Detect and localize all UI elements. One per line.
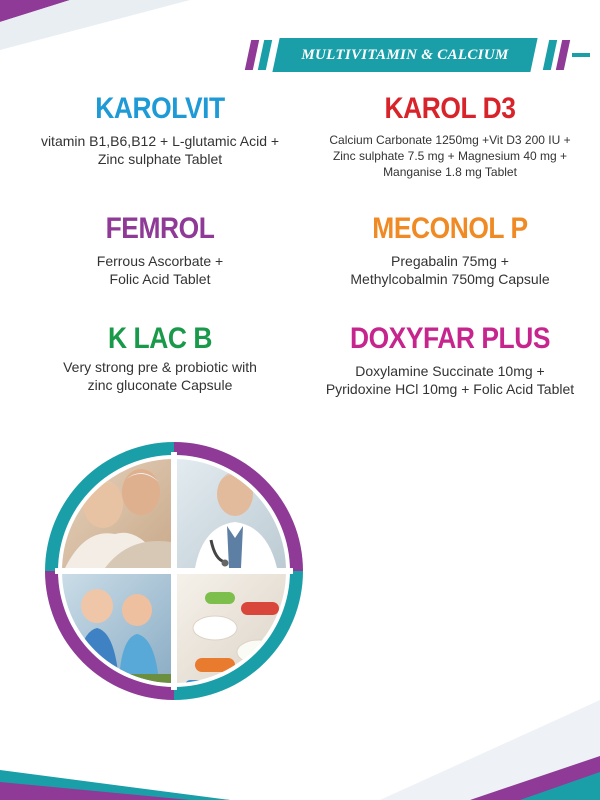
banner-stripe	[258, 40, 272, 70]
product-name: MECONOL P	[372, 212, 528, 245]
description-line: Calcium Carbonate 1250mg +Vit D3 200 IU +	[329, 133, 571, 147]
description-line: Doxylamine Succinate 10mg +	[355, 363, 545, 379]
section-banner	[248, 38, 588, 72]
banner-title: MULTIVITAMIN & CALCIUM	[301, 47, 509, 63]
product-name: KAROL D3	[384, 92, 516, 125]
product-karolvit	[20, 92, 300, 168]
bottom-decoration	[0, 660, 600, 800]
description-line: Pyridoxine HCl 10mg + Folic Acid Tablet	[325, 381, 575, 397]
description-line: Folic Acid Tablet	[109, 271, 211, 287]
description-line: Zinc sulphate Tablet	[97, 151, 223, 167]
product-karol-d3	[300, 92, 600, 180]
banner-stripe	[556, 40, 570, 70]
product-name: K LAC B	[108, 322, 212, 355]
description-line: Pregabalin 75mg +	[391, 253, 509, 269]
product-femrol	[20, 212, 300, 288]
description-line: Zinc sulphate 7.5 mg + Magnesium 40 mg +	[332, 149, 568, 163]
banner-line	[572, 53, 590, 57]
description-line: Manganise 1.8 mg Tablet	[383, 165, 517, 179]
description-line: Very strong pre & probiotic with	[63, 359, 257, 375]
product-description	[300, 132, 600, 180]
product-name: KAROLVIT	[95, 92, 225, 125]
banner-stripe	[543, 40, 557, 70]
product-k-lac-b	[10, 322, 310, 394]
product-name: FEMROL	[105, 212, 215, 245]
product-description	[10, 358, 310, 394]
product-description	[300, 252, 600, 288]
product-doxyfar-plus	[305, 322, 595, 398]
product-meconol-p	[300, 212, 600, 288]
description-line: vitamin B1,B6,B12 + L-glutamic Acid +	[40, 133, 280, 149]
product-description	[305, 362, 595, 398]
product-description	[20, 132, 300, 168]
product-description	[20, 252, 300, 288]
description-line: zinc gluconate Capsule	[87, 377, 233, 393]
description-line: Ferrous Ascorbate +	[96, 253, 224, 269]
product-name: DOXYFAR PLUS	[349, 322, 551, 355]
description-line: Methylcobalmin 750mg Capsule	[350, 271, 550, 287]
